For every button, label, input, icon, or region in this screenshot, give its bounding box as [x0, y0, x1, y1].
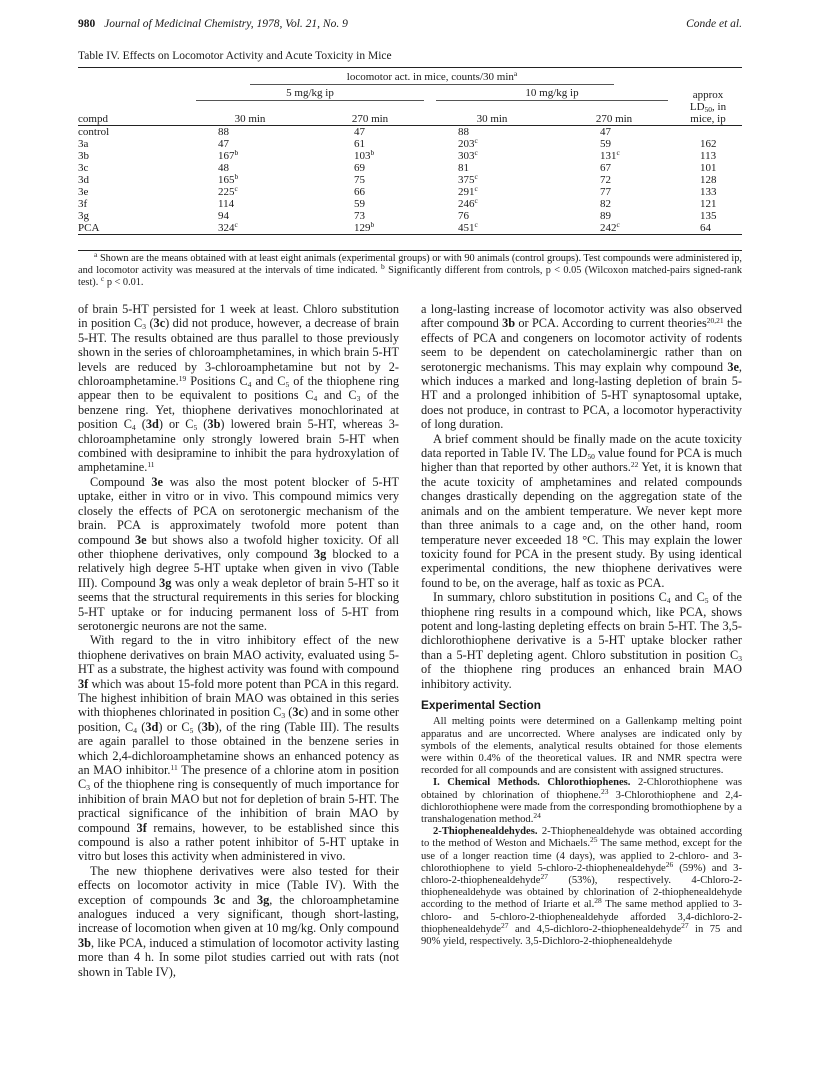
cell-10mg-30min: 81 — [458, 162, 469, 174]
table-row — [78, 198, 742, 210]
compound-cell: 3f — [78, 198, 88, 210]
cell-10mg-270min: 59 — [600, 138, 611, 150]
cell-ld50: 135 — [700, 210, 717, 222]
cell-10mg-270min: 82 — [600, 198, 611, 210]
paragraph: With regard to the in vitro inhibitory effect of the new thiophene derivatives on brain MAO activity, evaluated using 5-HT as a substrate, the highest activity was found with compound 3f which was about 15-fold more potent than PCA in this regard. The highest inhibition of brain MAO was obtained in this series with thiophenes chlorinated in position $C_3$ (3c) and in some other position, $C_4$ (3d) or $C_5$ (3b), of the ring (Table III). The results are again parallel to those obtained in the benzene series in which 2,4-dichloroamphetamine shows an enhanced potency as an MAO inhibitor.$^{11}$ The presence of a chlorine atom in position $C_3$ of the thiophene ring is consequently of much importance for inhibition of brain MAO but not for depletion of brain 5-HT. The practical significance of the inhibition of brain MAO by compound 3f remains, however, to be established since this compound is also a rather potent inhibitor of 5-HT uptake in vitro but loses this activity when administered in vivo. — [78, 633, 399, 864]
group-header: locomotor act. in mice, counts/30 $\min^a$ — [190, 68, 674, 86]
dose-header-5: 5 mg/kg ip — [190, 85, 430, 101]
table-row — [78, 138, 742, 150]
compd-header: compd — [78, 113, 108, 125]
cell-10mg-30min: 303$^c$ — [458, 148, 478, 162]
cell-ld50: 128 — [700, 174, 717, 186]
paragraph: A brief comment should be finally made on the acute toxicity data reported in Table IV. The $LD_{50}$ value found for PCA is much higher than that reported by other authors.$^{22}$ Yet, it is known that the acute toxicity of amphetamines and related compounds changes drastically depending on the aggregation state of the animals and on the ambient temperature. We never kept more than three animals to a cage and, on the other hand, room temperature never exceeded 18 °C. This may explain the lower toxicity found for PCA in the present study. By using identical experimental conditions, the new thiophene derivatives were found to be, on the average, half as toxic as PCA. — [421, 431, 742, 590]
cell-5mg-270min: 73 — [354, 210, 365, 222]
compound-cell: control — [78, 126, 110, 138]
journal-citation: Journal of Medicinal Chemistry, 1978, Vol. 21, No. 9 — [104, 18, 348, 30]
cell-10mg-270min: 47 — [600, 126, 611, 138]
page-number: 980 — [78, 18, 96, 30]
compound-cell: 3g — [78, 210, 89, 222]
table-row — [78, 186, 742, 198]
cell-10mg-30min: 203$^c$ — [458, 136, 478, 150]
col-header-270-a: 270 min — [351, 113, 389, 125]
cell-10mg-30min: 88 — [458, 126, 469, 138]
compound-cell: 3a — [78, 138, 89, 150]
footnote-b: Significantly different from controls, p < 0.05 (Wilcoxon matched-pairs signed-rank test). — [78, 265, 743, 288]
ld50-header-line1: approx — [692, 89, 724, 101]
paragraph: Compound 3e was also the most potent blocker of 5-HT uptake, either in vitro or in vivo. This compound mimics very closely the effects of PCA on serotonergic mechanism of the brain. PCA is approximately twofold more potent than compound 3e but shows also a twofold higher toxicity. Of all other thiophene derivatives, only compound 3g blocked to a relatively high degree 5-HT uptake when given in vivo (Table III). Compound 3g was only a weak depletor of brain 5-HT so it seems that the structural requirements in this series for blocking 5-HT uptake or for inducing permanent loss of 5-HT from serotonergic neurons are not the same. — [78, 474, 400, 633]
cell-10mg-30min: 451$^c$ — [458, 220, 478, 234]
ld50-header-line3: mice, ip — [690, 113, 726, 125]
cell-5mg-270min: 47 — [354, 126, 365, 138]
table-caption: Table IV. Effects on Locomotor Activity and Acute Toxicity in Mice — [78, 50, 392, 62]
table-row — [78, 162, 742, 174]
cell-ld50 — [674, 126, 742, 139]
cell-10mg-30min: 246$^c$ — [458, 196, 478, 210]
paragraph: I. Chemical Methods. Chlorothiophenes. 2-Chlorothiophene was obtained by chlorination of thiophene.$^{23}$ 3-Chlorothiophene and 2,4-dichlorothiophene were made from the corresponding bromothiophene by a transhalogenation method.$^{24}$ — [421, 777, 742, 825]
running-header — [78, 18, 742, 34]
compound-cell: 3d — [78, 174, 89, 186]
cell-5mg-30min: 94 — [218, 210, 229, 222]
table-row — [78, 210, 742, 222]
paragraph: In summary, chloro substitution in positions $C_4$ and $C_5$ of the thiophene ring results in a compound which, like PCA, shows potent and long-lasting depleting effects on brain 5-HT. The 3,5-dichlorothiophene derivative is a 5-HT uptake blocker rather than a 5-HT depleting agent. Chloro substitution in position $C_3$ of the thiophene ring produces an enhanced brain MAO inhibitory activity. — [421, 590, 742, 691]
ld50-header-line2: $LD_{50}$, in — [689, 101, 727, 114]
cell-5mg-30min: 167$^b$ — [218, 148, 239, 162]
cell-5mg-30min: 88 — [218, 126, 229, 138]
paragraph: All melting points were determined on a Gallenkamp melting point apparatus and are uncorrected. Where analyses are indicated only by symbols of the elements, analytical results obtained for those elements were within 0.4% of the theoretical values. IR and NMR spectra were recorded for all compounds and are consistent with assigned structures. — [421, 716, 742, 777]
col-header-30-b: 30 min — [476, 113, 508, 125]
table-row — [78, 150, 742, 162]
cell-5mg-270min: 66 — [354, 186, 365, 198]
cell-5mg-30min: 225$^c$ — [218, 184, 238, 198]
section-heading: Experimental Section — [421, 697, 541, 712]
compound-cell: PCA — [78, 222, 100, 234]
compound-cell: 3b — [78, 150, 89, 162]
left-column — [78, 302, 399, 979]
cell-10mg-270min: 242$^c$ — [600, 220, 620, 234]
cell-5mg-30min: 324$^c$ — [218, 220, 238, 234]
cell-5mg-270min: 59 — [354, 198, 365, 210]
cell-10mg-30min: 76 — [458, 210, 469, 222]
cell-ld50: 64 — [700, 222, 711, 234]
cell-10mg-270min: 89 — [600, 210, 611, 222]
locomotor-table — [78, 67, 742, 235]
right-column — [421, 302, 742, 948]
paragraph: of brain 5-HT persisted for 1 week at least. Chloro substitution in position $C_3$ (3c) did not produce, however, a decrease of brain 5-HT. The results obtained are thus parallel to those previously shown in the series of chloroamphetamines, in which brain 5-HT levels are reduced by 3-chloroamphetamine but not by 2-chloroamphetamine.$^{19}$ Positions $C_4$ and $C_5$ of the thiophene ring appear then to be equivalent to positions $C_4$ and $C_3$ of the benzene ring. Yet, thiophene derivatives monochlorinated at position $C_4$ (3d) or $C_5$ (3b) lowered brain 5-HT, whereas 3-chloroamphetamine only strongly lowered brain 5-HT when combined with desipramine to inhibit the para hydroxylation of amphetamine.$^{11}$ — [78, 302, 400, 475]
cell-5mg-30min: 165$^b$ — [218, 172, 239, 186]
cell-10mg-270min: 77 — [600, 186, 611, 198]
footnote-a: Shown are the means obtained with at least eight animals (experimental groups) or with 90 animals (control groups). Test compounds were administered ip, and locomotor activity was measured at the intervals of time indicated. — [78, 253, 743, 276]
cell-ld50: 113 — [700, 150, 717, 162]
table-row — [78, 222, 742, 235]
footnote-c: p < 0.01. — [106, 277, 144, 288]
experimental-text — [421, 716, 742, 948]
cell-ld50: 101 — [700, 162, 717, 174]
cell-10mg-270min: 72 — [600, 174, 611, 186]
cell-ld50: 121 — [700, 198, 717, 210]
table-row — [78, 174, 742, 186]
paragraph: 2-Thiophenealdehydes. 2-Thiophenealdehyde was obtained according to the method of Weston and Michaels.$^{25}$ The same method, except for the use of a longer reaction time (4 days), was applied to 2-chloro- and 3-chlorothiophene to yield 5-chloro-2-thiophenealdehyde$^{26}$ (59%) and 3-chloro-2-thiophenealdehyde$^{27}$ (53%), respectively. 4-Chloro-2-thiophenealdehyde was obtained by chlorination of 2-thiophenealdehyde according to the method of Iriarte et al.$^{28}$ The same method applied to 3-chloro- and 5-chloro-2-thiophenealdehyde afforded 3,4-dichloro-2-thiophenealdehyde$^{27}$ and 4,5-dichloro-2-thiophenealdehyde$^{27}$ in 75 and 90% yield, respectively. 3,5-Dichloro-2-thiophenealdehyde — [421, 826, 743, 948]
cell-5mg-270min: 75 — [354, 174, 365, 186]
cell-10mg-30min: 375$^c$ — [458, 172, 478, 186]
cell-ld50: 133 — [700, 186, 717, 198]
compound-cell: 3e — [78, 186, 89, 198]
cell-ld50: 162 — [700, 138, 717, 150]
col-header-30-a: 30 min — [234, 113, 266, 125]
table-footnotes: $^a$ Shown are the means obtained with at least eight animals (experimental groups) or with 90 animals (control groups). Test compounds were administered ip, and locomotor activity was measured at the intervals of time indicated. $^b$ Significantly different from controls, p < 0.05 (Wilcoxon matched-pairs signed-rank test). $^c$ p < 0.01. — [78, 250, 743, 288]
cell-10mg-30min: 291$^c$ — [458, 184, 478, 198]
col-header-270-b: 270 min — [595, 113, 633, 125]
cell-5mg-270min: 61 — [354, 138, 365, 150]
paragraph: a long-lasting increase of locomotor activity was also observed after compound 3b or PCA. According to current theories$^{20,21}$ the effects of PCA and congeners on locomotor activity of rodents seem to be dependent on catecholaminergic rather than on serotonergic mechanisms. This may explain why compound 3e, which induces a marked and long-lasting depletion of brain 5-HT and a prolonged inhibition of 5-HT synaptosomal uptake, does not produce, in contrast to PCA, a locomotor hyperactivity of long duration. — [421, 302, 742, 432]
cell-5mg-270min: 129$^b$ — [354, 220, 375, 234]
cell-5mg-30min: 48 — [218, 162, 229, 174]
compound-cell: 3c — [78, 162, 89, 174]
cell-10mg-270min: 67 — [600, 162, 611, 174]
cell-5mg-270min: 69 — [354, 162, 365, 174]
cell-5mg-30min: 114 — [218, 198, 235, 210]
cell-5mg-270min: 103$^b$ — [354, 148, 375, 162]
paragraph: The new thiophene derivatives were also tested for their effects on locomotor activity in mice (Table IV). With the exception of compounds 3c and 3g, the chloroamphetamine analogues induced a very significant, though short-lasting, increase of locomotion when given at 10 mg/kg. Only compound 3b, like PCA, induced a stimulation of locomotor activity lasting more than 4 h. In some pilot studies carried out with rats (not shown in Table IV), — [78, 863, 400, 979]
running-authors: Conde et al. — [686, 18, 742, 30]
cell-10mg-270min: 131$^c$ — [600, 148, 620, 162]
table-row — [78, 126, 742, 139]
dose-header-10: 10 mg/kg ip — [430, 85, 674, 101]
cell-5mg-30min: 47 — [218, 138, 229, 150]
